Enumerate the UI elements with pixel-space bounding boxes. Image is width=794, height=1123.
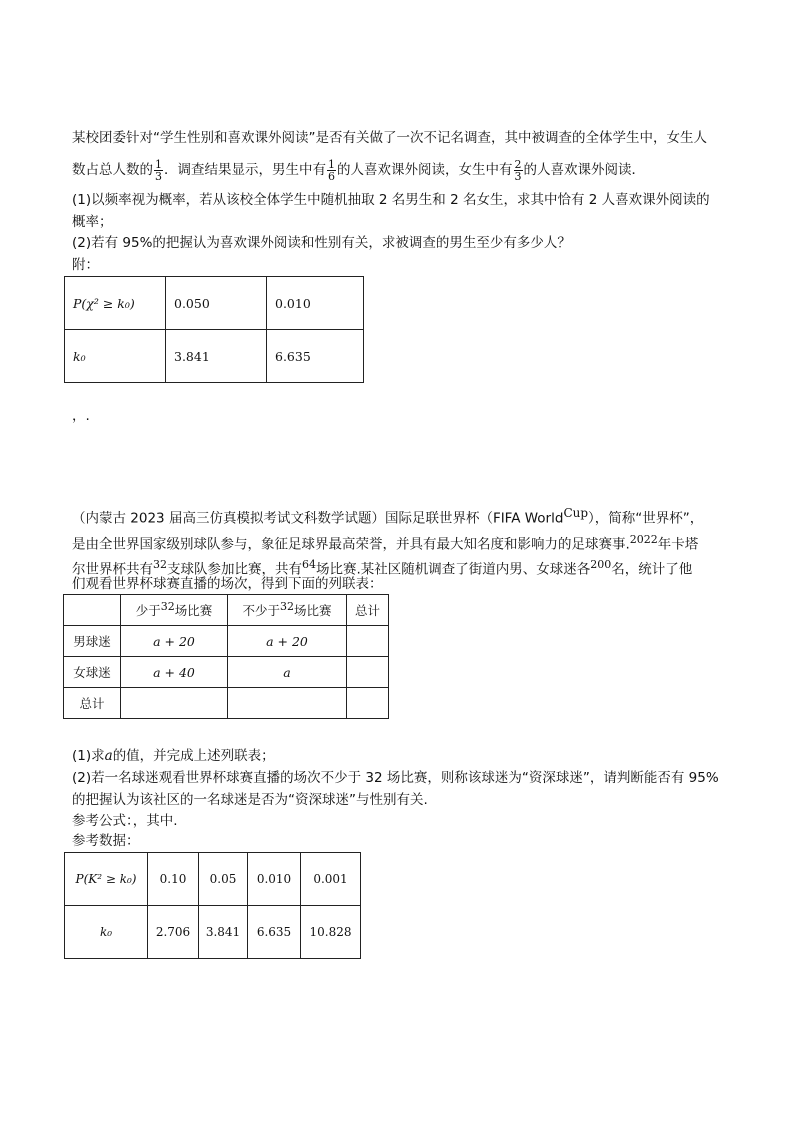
p1-line2-d: 的人喜欢课外阅读． — [523, 162, 645, 178]
p1-line1: 某校团委针对“学生性别和喜欢课外阅读”是否有关做了一次不记名调查，其中被调查的全体学生中，女生人 — [72, 130, 707, 146]
p2-q1-a: (1)求 — [72, 748, 105, 764]
p2-n200: 200 — [590, 558, 612, 571]
table-cell: 0.050 — [166, 277, 267, 330]
table-cell-empty — [347, 657, 389, 688]
fraction-two-thirds: $\frac{2}{3}$ — [514, 157, 522, 183]
p2-line3-d: 名，统计了他 — [611, 561, 693, 578]
table-cell: 0.010 — [248, 853, 301, 906]
header-total: 总计 — [347, 595, 389, 626]
p1-line2 — [72, 153, 645, 187]
p2-q2-line2: 的把握认为该社区的一名球迷是否为“资深球迷”与性别有关. — [72, 792, 428, 808]
p1-critical-value-table — [64, 276, 364, 383]
table-cell: 2.706 — [148, 906, 199, 959]
table-row — [64, 688, 389, 719]
table-cell: 10.828 — [301, 906, 361, 959]
p-k2-label: P(K² ≥ k₀) — [65, 853, 148, 906]
p2-formula: 参考公式：，其中. — [72, 813, 178, 829]
fraction-one-third: $\frac{1}{3}$ — [155, 157, 162, 183]
p2-n32: 32 — [153, 558, 167, 571]
row-label-female: 女球迷 — [64, 657, 121, 688]
p2-line2 — [72, 530, 698, 555]
table-cell: 6.635 — [248, 906, 301, 959]
table-cell-empty — [64, 595, 121, 626]
p2-contingency-table — [63, 594, 389, 719]
table-cell: 0.001 — [301, 853, 361, 906]
table-cell: a — [228, 657, 347, 688]
p2-q1-var: a — [104, 748, 113, 764]
p2-cup: Cup — [563, 506, 589, 520]
p2-line3-b: 支球队参加比赛，共有 — [167, 561, 302, 578]
p1-q2: (2)若有 95%的把握认为喜欢课外阅读和性别有关，求被调查的男生至少有多少人？ — [72, 235, 571, 251]
table-row — [64, 657, 389, 688]
p1-line2-a: 数占总人数的 — [72, 162, 153, 178]
table-row — [65, 853, 361, 906]
p2-q1-b: 的值，并完成上述列联表； — [112, 748, 275, 764]
table-row — [64, 595, 389, 626]
p2-reference-table — [64, 852, 361, 959]
p2-q2-line1: (2)若一名球迷观看世界杯球赛直播的场次不少于 32 场比赛，则称该球迷为“资深球迷”，请判断能否有 95% — [72, 770, 719, 786]
table-cell: 0.10 — [148, 853, 199, 906]
header-not-less-than-32: 不少于32场比赛 — [228, 595, 347, 626]
k0-label: k₀ — [65, 330, 166, 383]
p2-line2-a: 是由全世界国家级别球队参与，象征足球界最高荣誉，并具有最大知名度和影响力的足球赛事. — [72, 536, 630, 553]
table-cell: a + 40 — [121, 657, 228, 688]
table-cell-empty — [228, 688, 347, 719]
table-cell: 3.841 — [199, 906, 248, 959]
p1-trailing: ，. — [72, 408, 90, 424]
table-cell: 0.05 — [199, 853, 248, 906]
p1-line2-b: ．调查结果显示，男生中有 — [164, 162, 326, 178]
row-label-total: 总计 — [64, 688, 121, 719]
table-row — [65, 277, 364, 330]
table-cell: a + 20 — [228, 626, 347, 657]
p2-line3-c: 场比赛.某社区随机调查了街道内男、女球迷各 — [316, 561, 591, 578]
p1-line2-c: 的人喜欢课外阅读，女生中有 — [337, 162, 513, 178]
table-cell: 6.635 — [267, 330, 364, 383]
table-row — [64, 626, 389, 657]
p2-line1 — [72, 503, 703, 529]
p2-q1 — [72, 746, 275, 766]
p2-ref-data: 参考数据： — [72, 833, 140, 849]
table-cell-empty — [347, 626, 389, 657]
table-row — [65, 906, 361, 959]
p2-line3-a: 尔世界杯共有 — [72, 561, 153, 578]
p1-q1-line1: (1)以频率视为概率，若从该校全体学生中随机抽取 2 名男生和 2 名女生，求其中恰有 2 人喜欢课外阅读的 — [72, 192, 710, 208]
p2-line1-b: ），简称“世界杯”， — [588, 510, 704, 527]
p2-year: 2022 — [629, 533, 658, 546]
row-label-male: 男球迷 — [64, 626, 121, 657]
p2-line2-b: 年卡塔 — [657, 536, 699, 553]
p-chi-label: P(χ² ≥ k₀) — [65, 277, 166, 330]
table-cell: 3.841 — [166, 330, 267, 383]
k0-label: k₀ — [65, 906, 148, 959]
table-cell-empty — [121, 688, 228, 719]
header-less-than-32: 少于32场比赛 — [121, 595, 228, 626]
p2-line4: 们观看世界杯球赛直播的场次，得到下面的列联表： — [72, 576, 383, 592]
table-cell: 0.010 — [267, 277, 364, 330]
table-cell-empty — [347, 688, 389, 719]
p1-q1-line2: 概率； — [72, 214, 113, 230]
p2-n64: 64 — [302, 558, 316, 571]
table-cell: a + 20 — [121, 626, 228, 657]
p2-line1-a: （内蒙古 2023 届高三仿真模拟考试文科数学试题）国际足联世界杯（FIFA World — [72, 510, 564, 527]
table-row — [65, 330, 364, 383]
p1-appendix: 附： — [72, 257, 99, 273]
fraction-one-sixth: $\frac{1}{6}$ — [328, 157, 335, 183]
